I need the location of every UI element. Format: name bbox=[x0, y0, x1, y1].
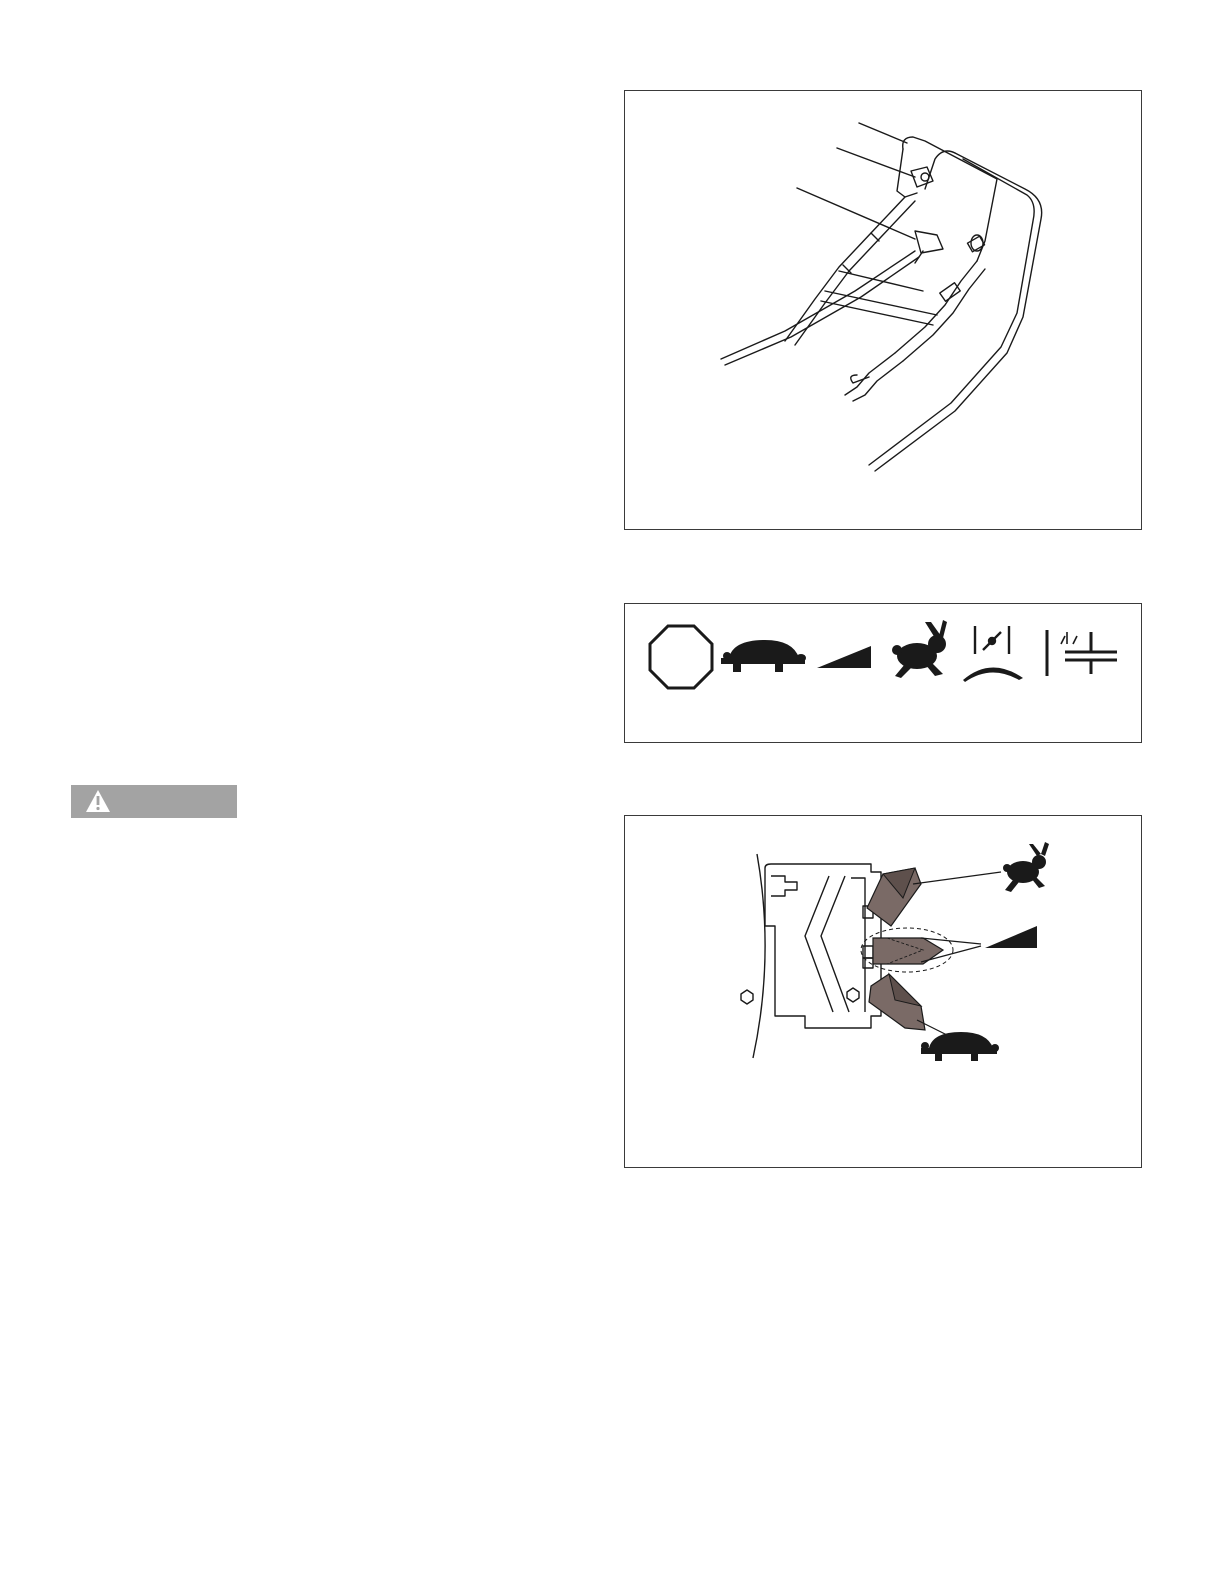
rabbit-fast-icon bbox=[1003, 842, 1049, 892]
primer-icon bbox=[1047, 630, 1117, 676]
lever-throttle-position bbox=[861, 928, 953, 972]
symbols-figure bbox=[624, 603, 1142, 743]
lever-fast-position bbox=[867, 868, 921, 926]
lever-slow-position bbox=[869, 974, 925, 1030]
turtle-slow-icon bbox=[721, 640, 806, 672]
throttle-figure bbox=[624, 815, 1142, 1168]
warning-bar-bg bbox=[71, 785, 237, 818]
leader-line-3 bbox=[797, 188, 915, 239]
leader-line-2 bbox=[837, 148, 915, 177]
choke-icon bbox=[963, 626, 1023, 682]
rabbit-fast-icon bbox=[892, 620, 947, 678]
turtle-slow-icon bbox=[921, 1032, 999, 1061]
handle-assembly-drawing bbox=[625, 91, 1141, 529]
handle-figure bbox=[624, 90, 1142, 530]
warning-banner bbox=[71, 785, 237, 818]
throttle-wedge-icon bbox=[817, 646, 871, 668]
stop-octagon-icon bbox=[650, 626, 712, 688]
leader-line-1 bbox=[859, 123, 907, 143]
throttle-bracket-drawing bbox=[625, 816, 1141, 1167]
symbols-row bbox=[625, 604, 1141, 742]
throttle-wedge-icon bbox=[985, 926, 1037, 948]
